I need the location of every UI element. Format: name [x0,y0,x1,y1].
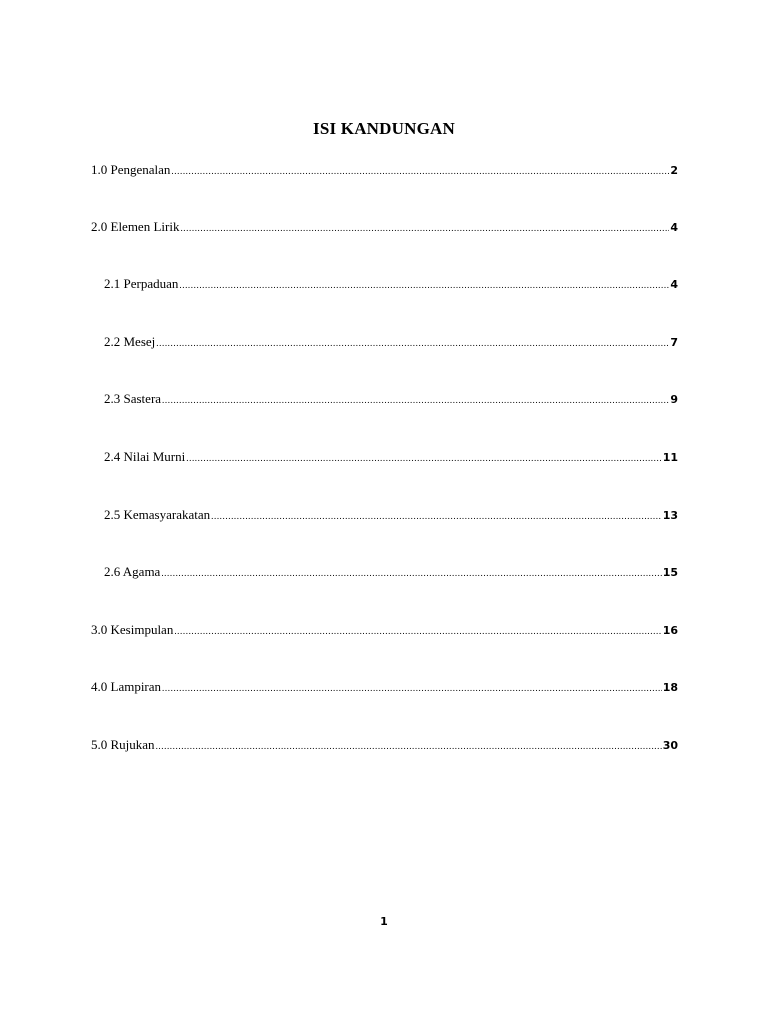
toc-entry[interactable] [91,217,678,237]
toc-dot-leader [156,736,662,756]
toc-subentry[interactable] [104,505,678,525]
toc-entry-label: 2.6 Agama [104,564,161,579]
toc-entry-page: 15 [662,566,678,579]
toc-entry-label: 5.0 Rujukan [91,737,155,752]
toc-dot-leader [162,390,669,410]
toc-entry-page: 30 [662,739,678,752]
toc-entry-page: 18 [662,681,678,694]
toc-entry-label: 2.3 Sastera [104,391,162,406]
toc-dot-leader [156,333,669,353]
toc-entry-label: 1.0 Pengenalan [91,162,171,177]
toc-dot-leader [161,563,661,583]
toc-entry-label: 4.0 Lampiran [91,679,162,694]
toc-entry-label: 3.0 Kesimpulan [91,622,174,637]
toc-subentry[interactable] [104,389,678,409]
toc-entry-label: 2.1 Perpaduan [104,276,179,291]
toc-dot-leader [211,506,662,526]
toc-entry-label: 2.0 Elemen Lirik [91,219,180,234]
toc-entry-page: 11 [662,451,678,464]
page-title: ISI KANDUNGAN [313,119,455,138]
toc-entry-page: 9 [670,393,678,406]
toc-entry[interactable] [91,620,678,640]
toc-entry-label: 2.2 Mesej [104,334,156,349]
toc-dot-leader [186,448,661,468]
toc-entry[interactable] [91,160,678,180]
toc-entry-page: 4 [670,221,678,234]
toc-dot-leader [174,621,661,641]
toc-entry[interactable] [91,735,678,755]
toc-dot-leader [180,218,669,238]
toc-entry[interactable] [91,677,678,697]
toc-subentry[interactable] [104,332,678,352]
toc-entry-page: 4 [670,278,678,291]
toc-entry-label: 2.5 Kemasyarakatan [104,507,211,522]
toc-entry-page: 13 [662,509,678,522]
toc-dot-leader [179,275,669,295]
toc-entry-page: 2 [670,164,678,177]
toc-entry-label: 2.4 Nilai Murni [104,449,186,464]
toc-entry-page: 7 [670,336,678,349]
toc-dot-leader [171,161,669,181]
toc-subentry[interactable] [104,562,678,582]
page-number: 1 [380,915,388,928]
toc-subentry[interactable] [104,447,678,467]
toc-entry-page: 16 [662,624,678,637]
toc-dot-leader [162,678,662,698]
toc-subentry[interactable] [104,274,678,294]
